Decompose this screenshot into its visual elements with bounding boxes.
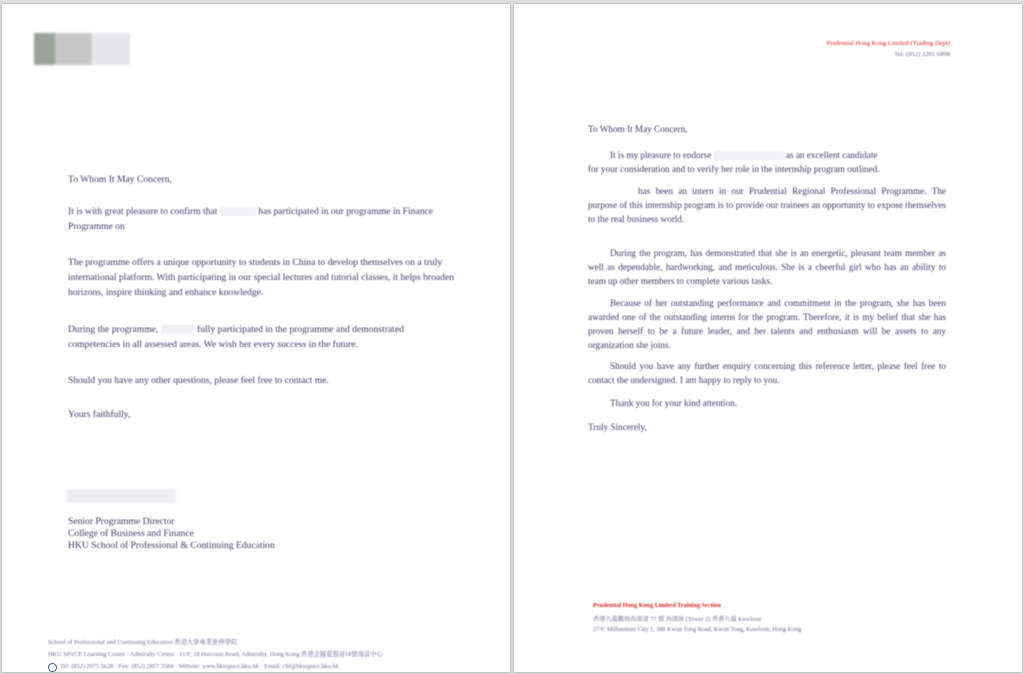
left-para3-b: fully participated in the programme and demonstrated [197, 324, 404, 335]
left-footer-line-1: School of Professional and Continuing Education 香港大學專業進修學院 [48, 639, 238, 646]
left-paragraph-3 [68, 322, 468, 352]
redacted-signature [66, 489, 176, 503]
right-salutation: To Whom It May Concern, [588, 124, 688, 134]
left-closing: Yours faithfully, [68, 409, 131, 420]
right-para1-b: as an excellent candidate [785, 150, 878, 160]
sig-title: Senior Programme Director [68, 516, 175, 527]
right-header-tel: Tel: (852) 2281 6898 [894, 51, 950, 58]
document-page-1 [2, 4, 510, 672]
right-paragraph-2: has been an intern in our Prudential Regional Professional Programme. The purpose of this internship program is to provide our trainees an opportunity to expose themselves to the real business world. [588, 186, 946, 224]
right-footer-company: Prudential Hong Kong Limited Training Section [593, 602, 721, 609]
redacted-name [220, 207, 256, 216]
right-para1-a: It is my pleasure to endorse [610, 150, 712, 160]
right-footer-address-cn: 香港九龍觀塘海濱道 77 號 海濱匯 (Tower 2) 香港九龍 Kowloon [593, 616, 762, 623]
right-paragraph-5: Should you have any further enquiry concerning this reference letter, please feel free to contact the undersigned. I am happy to reply to you. [588, 361, 946, 385]
right-paragraph-1 [588, 148, 946, 176]
right-paragraph-3: During the program, has demonstrated that she is an energetic, pleasant team member as well as dependable, hardworking, and meticulous. She is a cheerful girl who has an ability to team up other members to complete various tasks. [588, 248, 946, 286]
left-para1-a: It is with great pleasure to confirm that [68, 206, 218, 217]
left-signature-block [68, 516, 275, 552]
left-footer-line-2: HKU SPACE Learning Centre · Admiralty Centre · 11/F, 18 Harcourt Road, Admiralty, Hong Kong 香港金鐘夏慤道18號海富中心 [48, 651, 383, 658]
left-paragraph-1 [68, 204, 460, 234]
left-paragraph-2: The programme offers a unique opportunity to students in China to develop themselves on a truly international platform. With participating in our special lectures and tutorial classes, it helps broaden horizons, inspire thinking and enhance knowledge. [68, 257, 455, 298]
right-closing: Truly Sincerely, [588, 422, 647, 432]
right-footer-address-en: 27/F, Millennium City 1, 388 Kwun Tong Road, Kwun Tong, Kowloon, Hong Kong [593, 626, 802, 633]
right-paragraph-4: Because of her outstanding performance and commitment in the program, she has been awarded one of the outstanding interns for the program. Therefore, it is my belief that she has proven herself to be a future leader, and her talents and enthusiasm will be assets to any organization she joins. [588, 298, 946, 350]
redacted-name [714, 151, 784, 160]
left-paragraph-4: Should you have any other questions, please feel free to contact me. [68, 375, 329, 386]
sig-school: HKU School of Professional & Continuing Education [68, 540, 275, 551]
left-para3-a: During the programme, [68, 324, 159, 335]
left-para1-b: has participated in our programme in Finance [258, 206, 434, 217]
institution-logo [34, 33, 130, 65]
left-salutation: To Whom It May Concern, [68, 174, 172, 185]
phone-icon [48, 663, 57, 672]
sig-college: College of Business and Finance [68, 528, 194, 539]
left-para1-c: Programme on [68, 221, 125, 232]
document-page-2 [514, 4, 1022, 672]
left-footer-line-3: Tel: (852) 2975 5628 · Fax: (852) 2857 3584 · Website: www.hkuspace.hku.hk · Email: cbf@hkuspace.hku.hk [60, 663, 339, 670]
redacted-name [161, 325, 195, 334]
left-para3-c: competencies in all assessed areas. We wish her every success in the future. [68, 339, 358, 350]
right-para1-c: for your consideration and to verify her role in the internship program outlined. [588, 164, 880, 174]
right-header-company: Prudential Hong Kong Limited (Trading Dept) [826, 40, 950, 47]
right-thanks: Thank you for your kind attention. [610, 398, 738, 408]
